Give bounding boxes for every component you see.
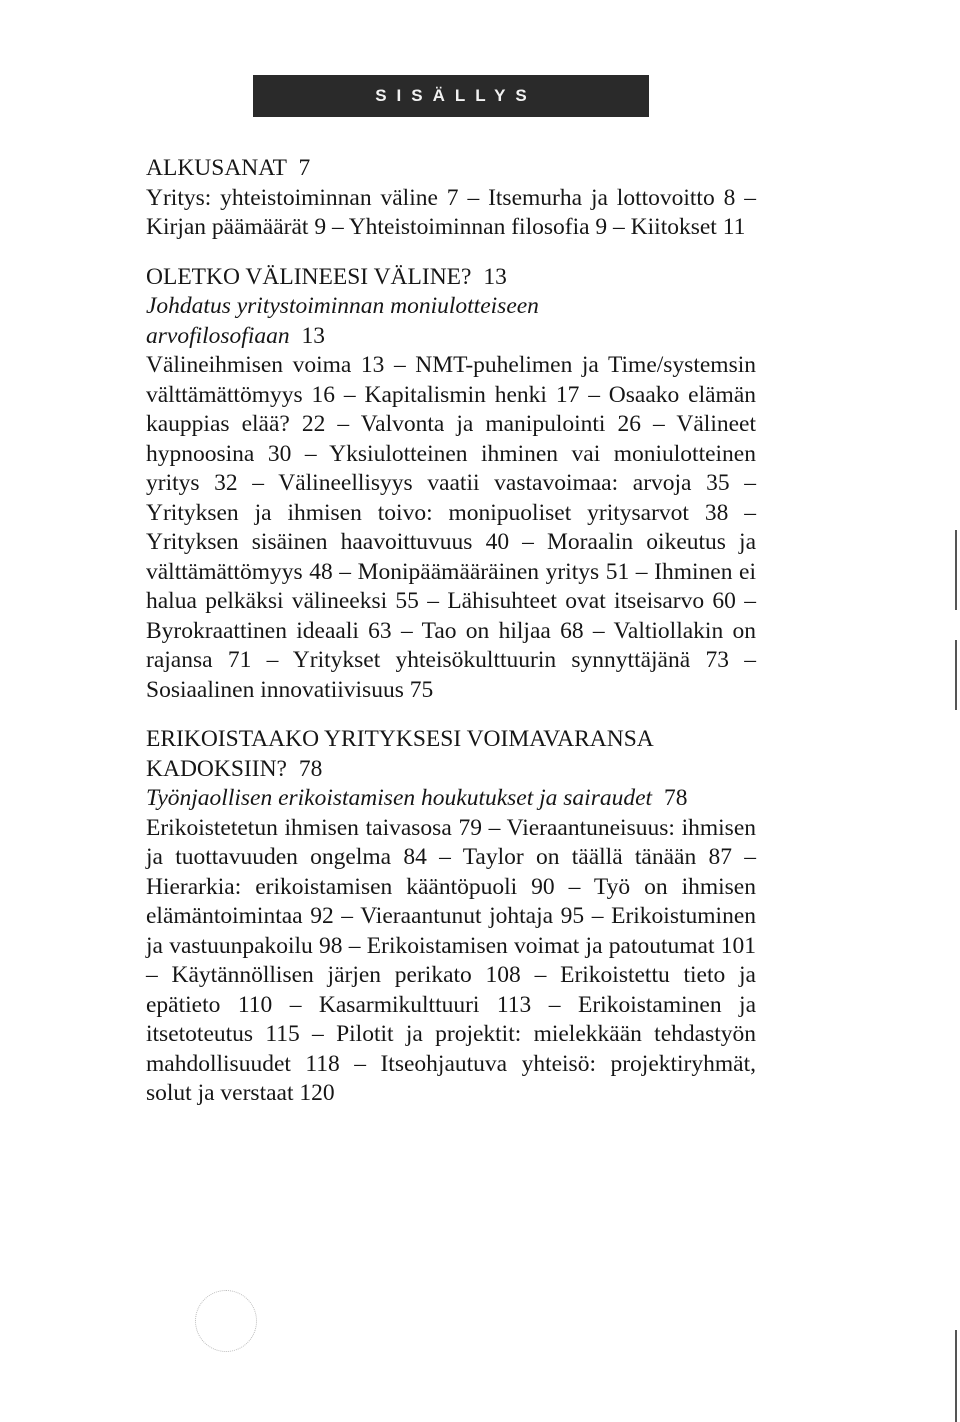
subtitle-text: Työnjaollisen erikoistamisen houkutukset ja sairaudet — [146, 785, 653, 811]
scan-margin-line — [955, 530, 957, 610]
subtitle-text: Johdatus yritystoiminnan moniulotteiseen arvofilosofiaan — [146, 293, 539, 349]
section-entries: Välineihmisen voima 13 – NMT-puhelimen ja Time/systemsin välttämättömyys 16 – Kapitalismin henki 17 – Osaako elämän kauppias elää? 22 – Valvonta ja manipulointi 26 – Välineet hypnoosina 30 – Yksiulotteinen ihminen vai moniulotteinen yritys 32 – Välineellisyys vaatii vastavoimaa: arvoja 35 – Yrityksen ja ihmisen toivo: monipuoliset yritysarvot 38 – Yrityksen sisäinen haavoittuvuus 40 – Moraalin oikeutus ja välttämättömyys 48 – Monipäämääräinen yritys 51 – Ihminen ei halua pelkäksi välineeksi 55 – Lähisuhteet ovat itseisarvo 60 – Byrokraattinen ideaali 63 – Tao on hiljaa 68 – Valtiollakin on rajansa 71 – Yritykset yhteisökulttuurin synnyttäjänä 73 – Sosiaalinen innovatiivisuus 75 — [146, 352, 756, 703]
scan-margin-line — [955, 640, 957, 710]
section-title: ERIKOISTAAKO YRITYKSESI VOIMAVARANSA KADOKSIIN? — [146, 726, 653, 782]
section-page-number: 7 — [298, 155, 311, 181]
section-page-number: 13 — [483, 263, 507, 290]
toc-section-oletko — [146, 263, 756, 706]
contents-header-bar — [253, 75, 649, 117]
section-heading — [146, 154, 756, 184]
section-subtitle — [146, 292, 566, 351]
scan-artifact-mark — [195, 1290, 257, 1352]
subtitle-page-number: 78 — [663, 785, 688, 811]
subtitle-page-number: 13 — [301, 322, 325, 349]
section-title: OLETKO VÄLINEESI VÄLINE? — [146, 263, 472, 290]
scan-margin-line — [955, 1330, 957, 1422]
section-entries: Erikoistetetun ihmisen taivasosa 79 – Vieraantuneisuus: ihmisen ja tuottavuuden ongelma 84 – Taylor on täällä tänään 87 – Hierarkia: erikoistamisen kääntöpuoli 90 – Työ on ihmisen elämäntoimintaa 92 – Vieraantunut johtaja 95 – Erikoistuminen ja vastuunpakoilu 98 – Erikoistamisen voimat ja patoutumat 101 – Käytännöllisen järjen perikato 108 – Erikoistettu tieto ja epätieto 110 – Kasarmikulttuuri 113 – Erikoistaminen ja itsetoteutus 115 – Pilotit ja projektit: mielekkään tehdastyön mahdollisuudet 118 – Itseohjautuva yhteisö: projektiryhmät, solut ja verstaat 120 — [146, 814, 756, 1106]
toc-section-erikoistaako — [146, 725, 756, 1109]
toc-section-alkusanat — [146, 154, 756, 243]
section-heading — [146, 725, 756, 784]
section-subtitle — [146, 784, 756, 814]
section-title: ALKUSANAT — [146, 155, 287, 181]
table-of-contents — [146, 154, 756, 1129]
section-page-number: 78 — [298, 755, 323, 782]
contents-header-title: SISÄLLYS — [375, 86, 537, 105]
section-entries: Yritys: yhteistoiminnan väline 7 – Itsemurha ja lottovoitto 8 – Kirjan päämäärät 9 – Yhteistoiminnan filosofia 9 – Kiitokset 11 — [146, 184, 756, 240]
section-heading — [146, 263, 756, 293]
